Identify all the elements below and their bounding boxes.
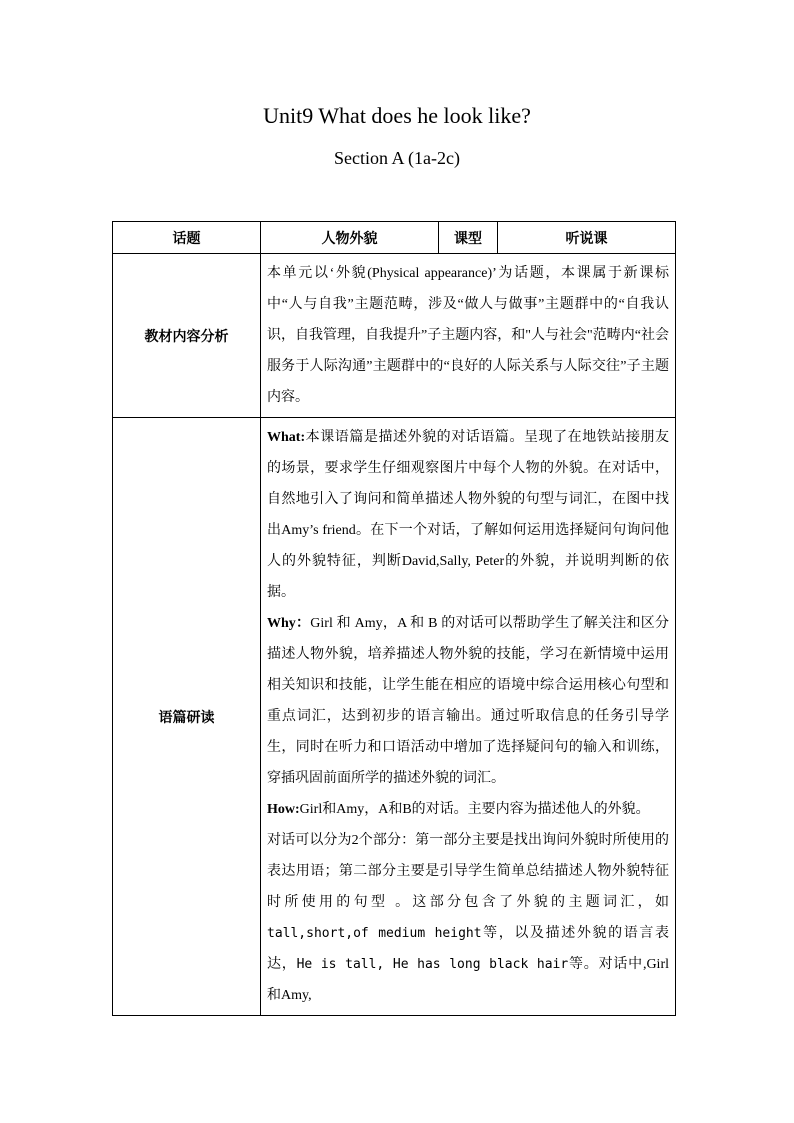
why-paragraph [267,608,669,794]
what-text: 本课语篇是描述外貌的对话语篇。呈现了在地铁站接朋友的场景，要求学生仔细观察图片中每个人物的外貌。在对话中，自然地引入了询问和简单描述人物外貌的句型与词汇，在图中找出Amy’s friend。在下一个对话，了解如何运用选择疑问句询问他人的外貌特征，判断David,Sally, Peter的外貌，并说明判断的依据。 [267,430,669,600]
vocab-words: tall,short,of medium height [267,926,482,941]
analysis-label: 教材内容分析 [113,254,261,418]
parts-text-1: 对话可以分为2个部分：第一部分主要是找出询问外貌时所使用的表达用语；第二部分主要是引导学生简单总结描述人物外貌特征时所使用的句型 。这部分包含了外貌的主题词汇，如 [267,833,669,910]
why-label: Why： [267,616,311,631]
parts-text-2: 等，以及描述外貌的语言表达， [267,926,669,972]
parts-paragraph [267,825,669,1011]
type-value: 听说课 [498,222,676,254]
what-label: What: [267,430,306,445]
how-label: How: [267,802,300,817]
reading-content [261,418,676,1016]
how-paragraph [267,794,669,825]
what-paragraph [267,422,669,608]
analysis-text: 本单元以‘外貌(Physical appearance)’为话题，本课属于新课标中“人与自我”主题范畴，涉及“做人与做事”主题群中的“自我认识，自我管理，自我提升”子主题内容，和"人与社会"范畴内“社会服务于人际沟通”主题群中的“良好的人际关系与人际交往”子主题内容。 [267,266,669,405]
page-subtitle: Section A (1a-2c) [334,148,460,168]
topic-label: 话题 [113,222,261,254]
parts-text-3: 等。对话中,Girl和Amy, [267,957,670,1003]
lesson-table [112,221,676,1016]
analysis-row [113,254,676,418]
type-label: 课型 [439,222,498,254]
topic-value: 人物外貌 [261,222,439,254]
header-row [113,222,676,254]
why-text: Girl 和 Amy，A 和 B 的对话可以帮助学生了解关注和区分描述人物外貌，培养描述人物外貌的技能，学习在新情境中运用相关知识和技能，让学生能在相应的语境中综合运用核心句型和重点词汇，达到初步的语言输出。通过听取信息的任务引导学生，同时在听力和口语活动中增加了选择疑问句的输入和训练，穿插巩固前面所学的描述外貌的词汇。 [267,616,669,786]
page-title: Unit9 What does he look like? [263,103,531,128]
example-sentences: He is tall, He has long black hair [296,957,569,972]
reading-label: 语篇研读 [113,418,261,1016]
reading-row [113,418,676,1016]
analysis-content [261,254,676,418]
how-text: Girl和Amy，A和B的对话。主要内容为描述他人的外貌。 [299,802,650,817]
